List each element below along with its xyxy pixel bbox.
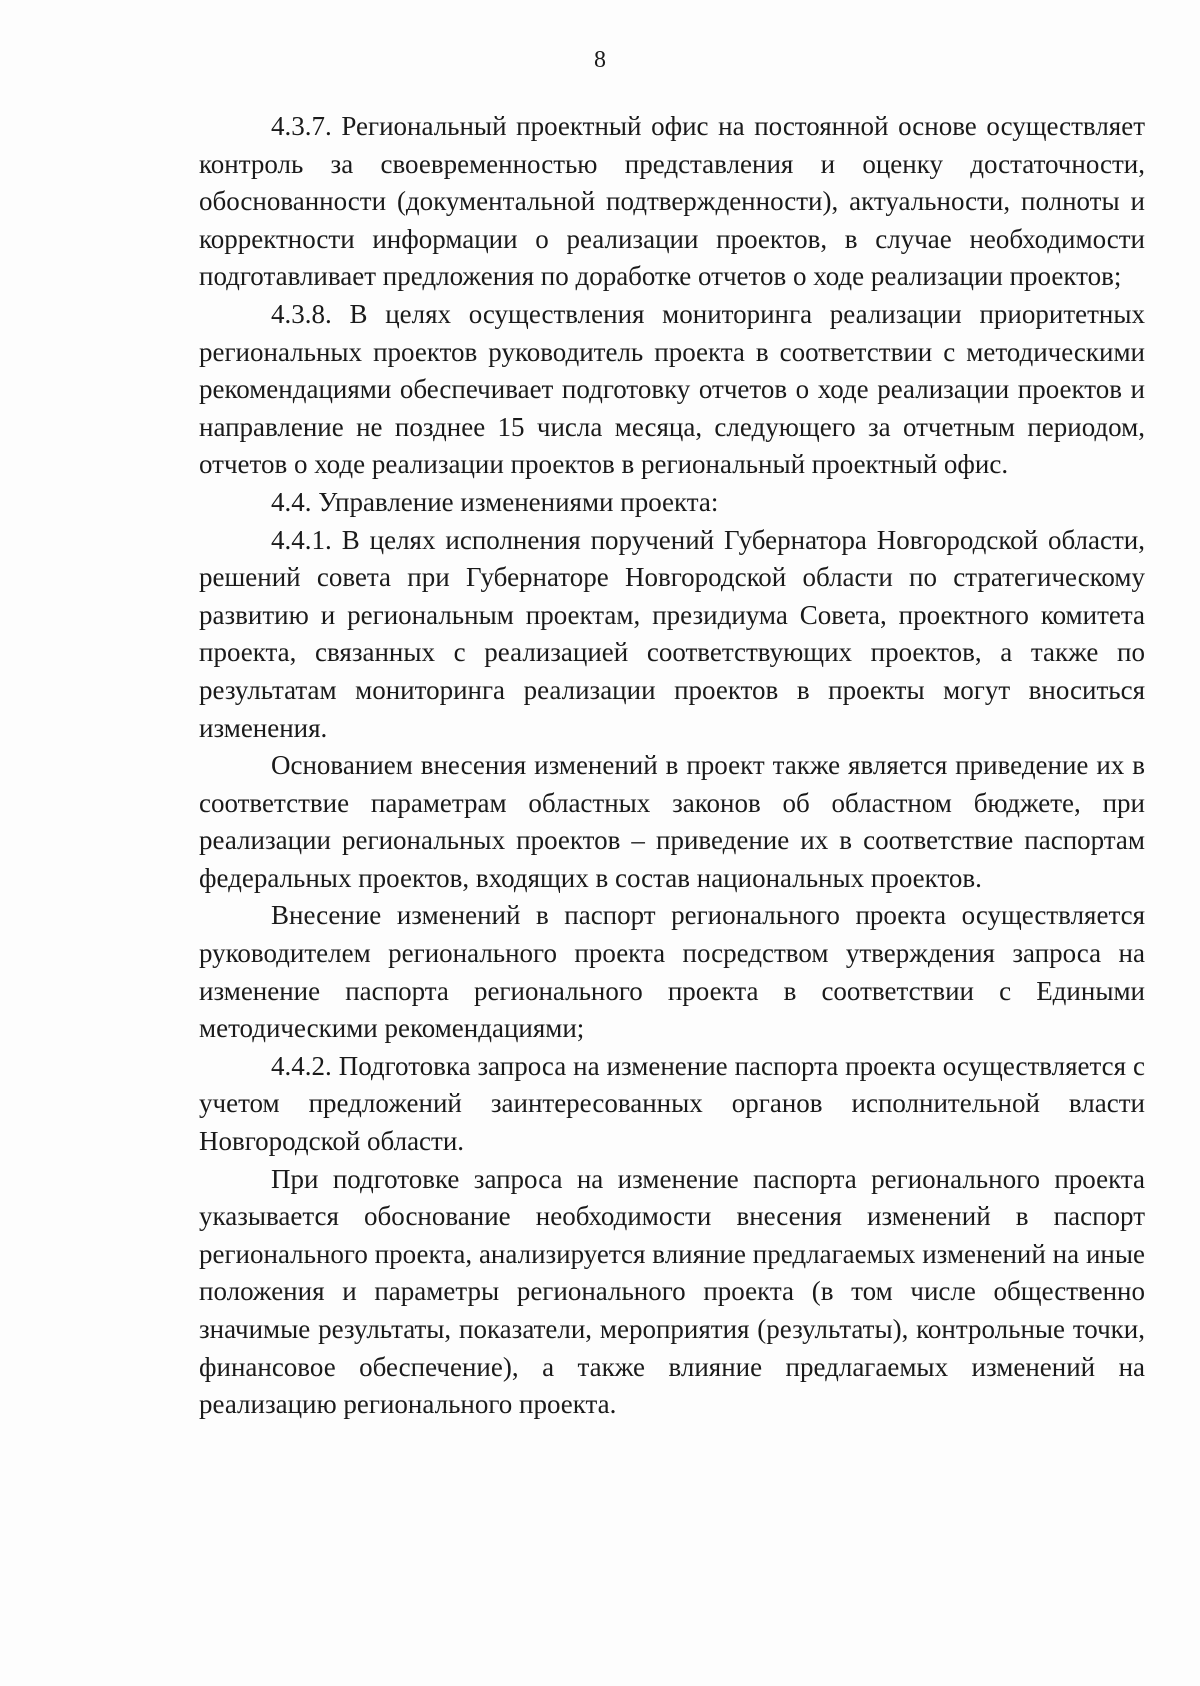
paragraph-request-justification: При подготовке запроса на изменение паспорта регионального проекта указывается обоснование необходимости внесения изменений в паспорт регионального проекта, анализируется влияние предлагаемых изменений на иные положения и параметры регионального проекта (в том числе общественно значимые результаты, показатели, мероприятия (результаты), контрольные точки, финансовое обеспечение), а также влияние предлагаемых изменений на реализацию регионального проекта. [199,1163,1145,1420]
paragraph-passport-changes: Внесение изменений в паспорт регионального проекта осуществляется руководителем регионального проекта посредством утверждения запроса на изменение паспорта регионального проекта в соответствии с Едиными методическими рекомендациями; [199,900,1145,1044]
paragraph-4-4-1: 4.4.1. В целях исполнения поручений Губернатора Новгородской области, решений совета при Губернаторе Новгородской области по стратегическому развитию и региональным проектам, президиума Совета, проектного комитета проекта, связанных с реализацией соответствующих проектов, а также по результатам мониторинга реализации проектов в проекты могут вноситься изменения. [199,524,1145,743]
paragraph-4-4-2: 4.4.2. Подготовка запроса на изменение паспорта проекта осуществляется с учетом предложений заинтересованных органов исполнительной власти Новгородской области. [199,1050,1145,1157]
document-body [199,108,1145,1424]
paragraph-4-4-heading: 4.4. Управление изменениями проекта: [271,486,719,517]
page-number: 8 [594,47,606,73]
paragraph-4-3-7: 4.3.7. Региональный проектный офис на постоянной основе осуществляет контроль за своевременностью представления и оценку достаточности, обоснованности (документальной подтвержденности), актуальности, полноты и корректности информации о реализации проектов, в случае необходимости подготавливает предложения по доработке отчетов о ходе реализации проектов; [199,111,1145,292]
paragraph-change-basis: Основанием внесения изменений в проект также является приведение их в соответствие параметрам областных законов об областном бюджете, при реализации региональных проектов – приведение их в соответствие паспортам федеральных проектов, входящих в состав национальных проектов. [199,750,1145,893]
paragraph-4-3-8: 4.3.8. В целях осуществления мониторинга реализации приоритетных региональных проектов руководитель проекта в соответствии с методическими рекомендациями обеспечивает подготовку отчетов о ходе реализации проектов и направление не позднее 15 числа месяца, следующего за отчетным периодом, отчетов о ходе реализации проектов в региональный проектный офис. [199,298,1145,480]
